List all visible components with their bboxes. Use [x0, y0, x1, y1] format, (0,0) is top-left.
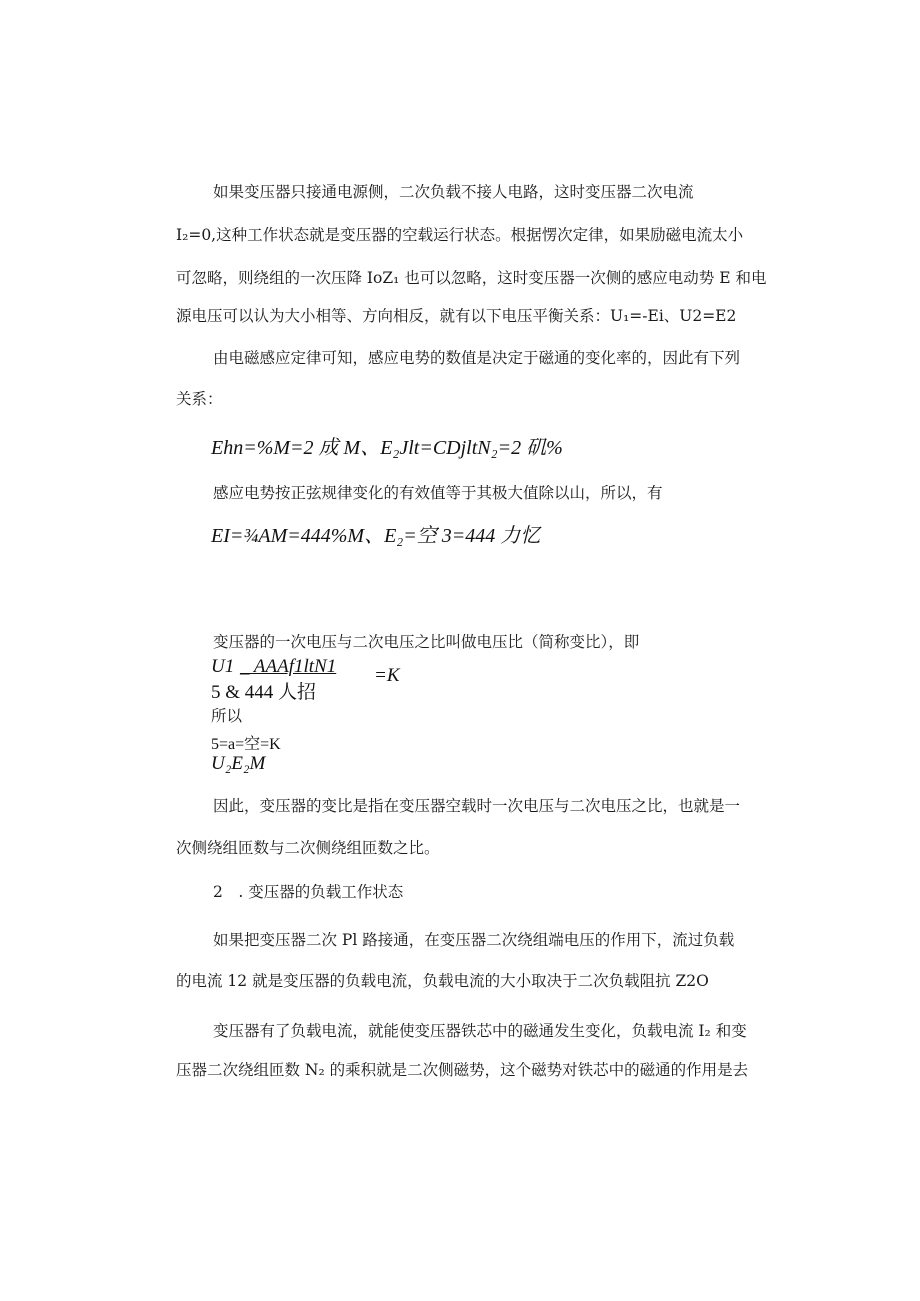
paragraph-5-line-2: 次侧绕组匝数与二次侧绕组匝数之比。: [176, 839, 440, 857]
paragraph-1-line-3: 可忽略，则绕组的一次压降 IoZ₁ 也可以忽略，这时变压器一次侧的感应电动势 E 和电: [176, 269, 767, 287]
paragraph-6-line-2: 的电流 12 就是变压器的负载电流，负载电流的大小取决于二次负载阻抗 Z2O: [176, 972, 709, 990]
paragraph-7-line-2: 压器二次绕组匝数 N₂ 的乘积就是二次侧磁势，这个磁势对铁芯中的磁通的作用是去: [176, 1061, 749, 1079]
ratio-numerator-right: _ AAAf1ltN1: [240, 656, 337, 677]
paragraph-1-line-4: 源电压可以认为大小相等、方向相反，就有以下电压平衡关系：U₁=-Ei、U2=E2: [176, 307, 737, 325]
paragraph-1-line-1: 如果变压器只接通电源侧，二次负载不接人电路，这时变压器二次电流: [213, 183, 694, 201]
equation-3-line-2: U₂E₂M: [211, 753, 266, 774]
paragraph-5-line-1: 因此，变压器的变比是指在变压器空载时一次电压与二次电压之比，也就是一: [213, 797, 741, 815]
equation-3-line-1: 5=a=空=K: [211, 736, 281, 753]
paragraph-4: 变压器的一次电压与二次电压之比叫做电压比（简称变比），即: [213, 633, 640, 651]
suoyi-label: 所以: [211, 707, 243, 725]
section-heading: 2 . 变压器的负载工作状态: [213, 883, 404, 901]
equation-1: Ehn=%M=2 成 M、E₂J​lt=CDjltN₂=2 矶%: [211, 437, 563, 459]
paragraph-3: 感应电势按正弦规律变化的有效值等于其极大值除以山，所以，有: [213, 484, 663, 502]
ratio-numerator-left: U1: [211, 656, 235, 677]
paragraph-7-line-1: 变压器有了负载电流，就能使变压器铁芯中的磁通发生变化，负载电流 I₂ 和变: [213, 1022, 747, 1040]
paragraph-1-line-2: I₂=0,这种工作状态就是变压器的空载运行状态。根据愣次定律，如果励磁电流太小: [176, 226, 744, 244]
equation-2: EI=¾AM=444%M、E₂=空 3=444 力忆: [211, 525, 541, 547]
ratio-equals-k: =K: [374, 665, 400, 686]
ratio-denominator: 5 & 444 人招: [211, 682, 317, 703]
paragraph-2-line-2: 关系：: [176, 390, 223, 408]
paragraph-2-line-1: 由电磁感应定律可知，感应电势的数值是决定于磁通的变化率的，因此有下列: [213, 349, 741, 367]
paragraph-6-line-1: 如果把变压器二次 Pl 路接通，在变压器二次绕组端电压的作用下，流过负载: [213, 931, 735, 949]
